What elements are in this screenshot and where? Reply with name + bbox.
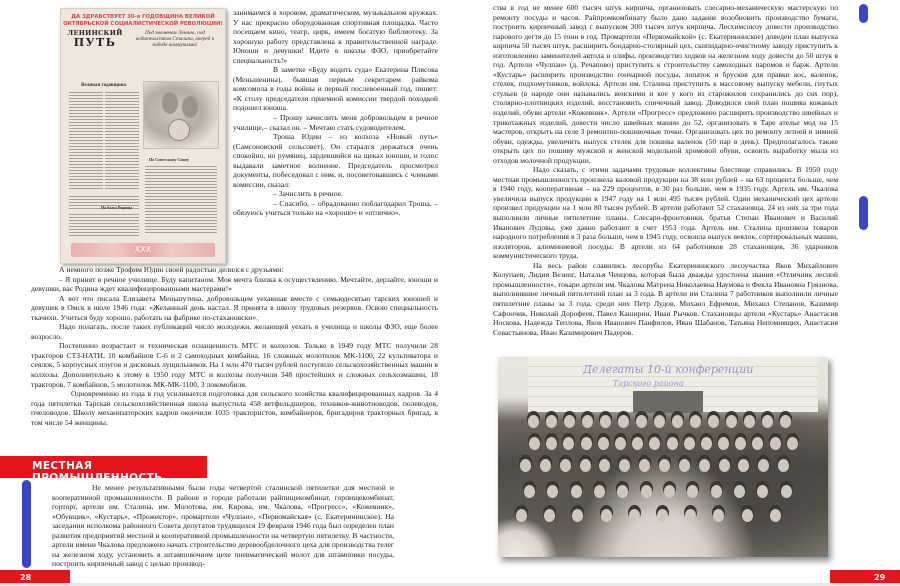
photo-person-head <box>757 485 768 498</box>
masthead-line2: ПУТЬ <box>73 36 117 49</box>
photo-inscription-2: Тарского района <box>613 379 684 388</box>
photo-person-head <box>787 437 798 450</box>
newspaper-column-title: По Советскому Союзу <box>149 157 189 162</box>
photo-person-head <box>713 509 724 522</box>
page-number-text: 29 <box>874 573 886 582</box>
photo-person-head <box>758 459 769 472</box>
newspaper-masthead <box>67 29 123 48</box>
photo-person-head <box>547 485 558 498</box>
blue-decorative-bar <box>859 196 868 230</box>
photo-person-head <box>711 485 722 498</box>
photo-person-head <box>524 485 535 498</box>
newspaper-headline-line1: ДА ЗДРАВСТВУЕТ 30-я ГОДОВЩИНА ВЕЛИКОЙ <box>71 14 215 20</box>
narrow-text-column <box>233 8 438 218</box>
newspaper-text-column <box>105 91 139 191</box>
paragraph: Не менее результативными были годы четвертой сталинской пятилетки для местной и кооперативной промышленности. В районе и городе работали райпищекомбинат, горпищекомбинат, горторг, артели им. Сталина, им. Молотова, им. Кирова, им. Чкалова, «Прогресс», «Кожевник», «Обувщик», «Кустарь», «Прожектор», промартели «Чулпан», «Первомайская» (с. Екатерининское). На заседании исполкома районного Совета депутатов трудящихся 19 февраля 1946 года был определен план развития предприятий местной и кооперативной промышленности на четвертую пятилетку. В частности, артели имени Чкалова предложено начать строительство деревообделочного цеха для производства телег на железном ходу, установить в штамповочном цехе пневматический молот для штамповки посуды, построить кирпичный завод с целью производ- <box>52 483 394 569</box>
newspaper-text-column <box>69 91 103 191</box>
photo-person-head <box>742 509 753 522</box>
group-photo <box>498 357 828 557</box>
paragraph: Надо сказать, с этими задачами трудовые коллективы блестяще справились. В 1950 году местная промышленность произвела валовой продукции на 38 млн рублей – на 63 процента больше, чем в 1940 году, кооперативная – на 229 процентов, в 30 раз больше, чем в 1935 году. Артель им. Чкалова увеличила выпуск продукции к 1947 году на 1 млн 495 тысяч рублей. Один механический цех артели произвел продукции на 1 млн 80 тысяч рублей. В артели работают 52 стахановца, 24 из них за три года выполнили личные пятилетние планы. Слесари-фронтовики, братья Степан Иванович и Василий Иванович Лудовы, уже давно работают в счет 1953 года. Артель им. Сталина произвела товаров народного потребления в 3 раза больше, чем в 1945 году, освоила выпуск веялок, сортировальных машин, изоляторов, алюминиевой посуды. В артели из 64 работников 28 стахановцев, 36 ударников коммунистического труда. <box>493 165 838 261</box>
paragraph: Постепенно возрастает и техническая оснащенность МТС и колхозов. Только в 1949 году МТС получили 28 тракторов СТЗ-НАТИ, 10 комбайнов С-6 и 2 самоходных комбайна, 16 сложных молотилок МК-1100, 22 культиватора и сеялок, 5 корпусных плугов и дисковых лущильников. На 1 млн 470 тысяч рублей поступило сельскохозяйственных машин в колхозы. Дополнительно к этому в 1950 году МТС и колхозы получили 348 простейших и сложных сельхозмашин, 18 тракторов, 7 комбайнов, 5 молотилок МК-МК-1100, 3 локомобиля. <box>31 341 438 389</box>
paragraph: Надо полагать, после таких публикаций число молодежи, желающей уехать в училища и школы ФЗО, еще более возросло. <box>31 322 438 341</box>
newspaper-text-column <box>69 213 139 237</box>
newspaper-headline <box>61 9 225 28</box>
photo-person-head <box>718 437 729 450</box>
photo-person-head <box>654 415 665 428</box>
photo-person-head <box>594 485 605 498</box>
photo-person-head <box>601 509 612 522</box>
photo-person-head <box>685 509 696 522</box>
paragraph: А вот что писала Елизавета Меньшутина, добровольцем уехавшая вместе с семьюдесятью тарских юношей и девушек в Омск в июле 1946 года: «Желанный день настал. Я принята в школу трудовых резервов. Освою специальность ткачихи. Учиться буду хорошо, работать на фабрике по-стахановски». <box>31 293 438 322</box>
photo-person-head <box>649 437 660 450</box>
photo-person-head <box>572 509 583 522</box>
masthead-line1: ЛЕНИНСКИЙ <box>67 29 123 37</box>
photo-person-head <box>639 459 650 472</box>
paragraph: На весь район славились лесорубы Екатерининского лесоучастка Яков Михайлович Колупаев, Лидия Везинг, Наталья Ченцова, которая была дважды удостоена звания «Отличник лесной промышленности», токари артели им. Чкалова Матрена Николаевна Наумова и Фекла Ивановна Грязнова, выполнившие личный пятилетний план за 3 года. В артели им Сталина 7 работников выполнили личные пятилетние планы за 3 года, среди них Петр Лудов, Михаил Ефремов, Михаил Степанов, Казимир Сафончик, Николай Дорофеев, Павел Каширин, Иван Рычков. Стахановцы артели «Кустарь» Анастасия Носкова, Надежда Теплова, Яков Иванович Панфилов, Иван Шабанов, Татьяна Непомнящих, Анастасия Севастьянова, Иван Казимирович Падеров. <box>493 260 838 337</box>
right-page-text <box>493 3 838 337</box>
photo-person-head <box>598 437 609 450</box>
newspaper-column-title: На благо Родины <box>101 205 132 210</box>
photo-person-head <box>641 485 652 498</box>
paragraph: Троша Юдин – из колхоза «Новый путь» (Самсоновский сельсовет). Он старался держаться очень спокойно, но румянец, зардевшийся на щеках юноши, и голос выдавали заметное волнение. Председатель просмотрел документы, побеседовал с ним, и, посоветовавшись с членами комиссии, сказал: <box>233 132 438 189</box>
full-width-text <box>31 265 438 427</box>
photo-person-head <box>672 415 683 428</box>
blue-decorative-bar <box>22 480 31 568</box>
paragraph: – Спасибо, – обрадованно поблагодарил Троша, – обязуюсь учиться только на «хорошо» и «отлично». <box>233 198 438 218</box>
photo-person-head <box>520 459 531 472</box>
paragraph: – Прошу зачислить меня добровольцем в речное училище,– сказал он. – Мечтаю стать судоводителем. <box>233 113 438 132</box>
newspaper-text-column <box>145 165 217 235</box>
photo-person-head <box>664 485 675 498</box>
photo-person-head <box>582 415 593 428</box>
photo-person-head <box>657 509 668 522</box>
photo-person-head <box>546 437 557 450</box>
paragraph: В заметке «Буду водить суда» Екатерина Плясова (Меньшенина), бывшая первым секретарем райкома комсомола в годы войны и первый послевоенный год, пишет: «К столу председателя приемной комиссии твердой походкой подошел юноша. <box>233 65 438 113</box>
photo-person-head <box>734 485 745 498</box>
photo-person-head <box>636 415 647 428</box>
photo-person-head <box>684 437 695 450</box>
photo-person-head <box>540 459 551 472</box>
soviet-emblem-icon <box>168 119 190 141</box>
newspaper-headline-line2: ОКТЯБРЬСКОЙ СОЦИАЛИСТИЧЕСКОЙ РЕВОЛЮЦИИ! <box>63 21 223 27</box>
photo-inscription: Делегаты 10-й конференции <box>583 363 754 376</box>
photo-person-head <box>687 485 698 498</box>
newspaper-ornament-footer <box>71 243 215 257</box>
section-heading-band <box>0 456 207 484</box>
photo-person-head <box>679 459 690 472</box>
newspaper-article-title: Великая годовщина <box>81 83 127 88</box>
photo-person-head <box>690 415 701 428</box>
photo-person-head <box>778 459 789 472</box>
photo-person-head <box>629 509 640 522</box>
photo-person-head <box>600 415 611 428</box>
photo-person-head <box>581 437 592 450</box>
photo-person-head <box>667 437 678 450</box>
photo-person-head <box>529 437 540 450</box>
photo-person-head <box>780 415 791 428</box>
photo-person-head <box>571 485 582 498</box>
photo-person-head <box>744 415 755 428</box>
photo-person-head <box>659 459 670 472</box>
blue-decorative-bar <box>859 4 868 23</box>
paragraph: А немного позже Трофим Юдин своей радостью делился с друзьями: <box>59 265 284 274</box>
paragraph: занимаемся в хоровом, драматическом, музыкальном кружках. У нас прекрасно оборудованная спортивная площадка. Часто посещаем кино, театр, цирк, имеем богатую библиотеку. За хорошую работу представлена к правительственной награде. Юноши и девушки! Идите в школы ФЗО, приобретайте специальность!» <box>233 8 438 65</box>
photo-snow <box>498 517 558 557</box>
portrait-face <box>162 92 178 114</box>
photo-person-head <box>619 459 630 472</box>
photo-person-head <box>560 459 571 472</box>
newspaper-image <box>60 8 226 264</box>
photo-person-head <box>770 509 781 522</box>
paragraph: – Я принят в речное училище. Буду капитаном. Моя мечта близка к осуществлению. Мечтайте, дерзайте, юноши и девушки, вас Родина ждет квалифицированными мастерами!» <box>31 274 438 294</box>
paragraph: ства в год не менее 600 тысяч штук кирпича, организовать слесарно-механическую мастерскую по ремонту посуды и часов. Райпромкомбинату было дано задание возобновить производство бумаги, построить кирпичный завод с выпуском 300 тысяч штук кирпича. Лесхимсоюзу довести производство парового дегтя до 15 тонн в год. Промартели «Первомайской» (с. Екатерининское) доведен план выпуска кирпича 50 тысяч штук, расширить бондарно-столярный цех, скипидарно-очистному заводу приступить к изготовлению заменителей автола и олифы, производство ходков на железном ходу довести до 50 штук в год. Артели «Чулпан» (д. Речапово) приступить к строительству самоходных паромов и барж. Артели «Кустарь» расширить производство гончарной посуды, лопаток и брусков для правки кос, валенок, стелек, подхомутников, войлока. Артели им. Сталина приступить к массовому выпуску мебели, гнутых стульев (в народе они назывались венскими и кое у кого из старожилов сохранились до сих пор), столярно-плотницких изделий, восстановить спичечный завод. Доводился свой план пошива кожаных изделий, обуви артели «Кожевник». Артели «Прогресс» предложено расширить производство швейных и трикотажных изделий, довести число швейных машин до 52, организовать в Таре ателье мод на 15 мастеров, открыть на селе 3 ремонтно-пошивочные точки. Организовать цех по ремонту летней и зимней обуви, одежды, увеличить выпуск стелек для пошива валенок (50 пар в день). Предполагалось также открыть цех по пошиву мужской и женской модельной хромовой обуви, освоить выработку мыла из отходов молочной продукции. <box>493 3 838 165</box>
photo-person-head <box>719 459 730 472</box>
section-text <box>52 483 394 569</box>
photo-person-head <box>735 437 746 450</box>
photo-person-head <box>632 437 643 450</box>
photo-person-head <box>699 459 710 472</box>
photo-person-head <box>617 485 628 498</box>
photo-person-head <box>599 459 610 472</box>
photo-person-head <box>781 485 792 498</box>
photo-person-head <box>615 437 626 450</box>
right-page <box>450 0 900 586</box>
photo-person-head <box>726 415 737 428</box>
photo-person-head <box>618 415 629 428</box>
section-title: МЕСТНАЯ ПРОМЫШЛЕННОСТЬ <box>32 460 163 484</box>
page-number-text: 28 <box>20 573 32 582</box>
paragraph: – Зачислить в речное. <box>273 189 343 199</box>
photo-person-head <box>738 459 749 472</box>
portrait-face <box>182 96 198 118</box>
photo-person-head <box>528 415 539 428</box>
photo-person-head <box>770 437 781 450</box>
newspaper-footer-mark: XXX <box>134 245 152 254</box>
photo-person-head <box>546 415 557 428</box>
paragraph: Одновременно из года в год усиливается подготовка для сельского хозяйства квалифицированных кадров. За 4 года пятилетки Тарская сельскохозяйственная школа выпустила 458 ветфельдшеров, техников-животноводов, полеводов, пчеловодов. Школу механизаторских кадров окончили 1035 трактористов, комбайнеров, бригадиров тракторных бригад, в том числе 54 женщины. <box>31 389 438 427</box>
photo-person-head <box>580 459 591 472</box>
newspaper-motto: Под знаменем Ленина, под водительством Сталина, вперед к победе коммунизма! <box>135 30 215 48</box>
photo-person-head <box>708 415 719 428</box>
photo-person-head <box>752 437 763 450</box>
photo-person-head <box>762 415 773 428</box>
photo-person-head <box>564 415 575 428</box>
photo-person-head <box>701 437 712 450</box>
photo-person-head <box>563 437 574 450</box>
